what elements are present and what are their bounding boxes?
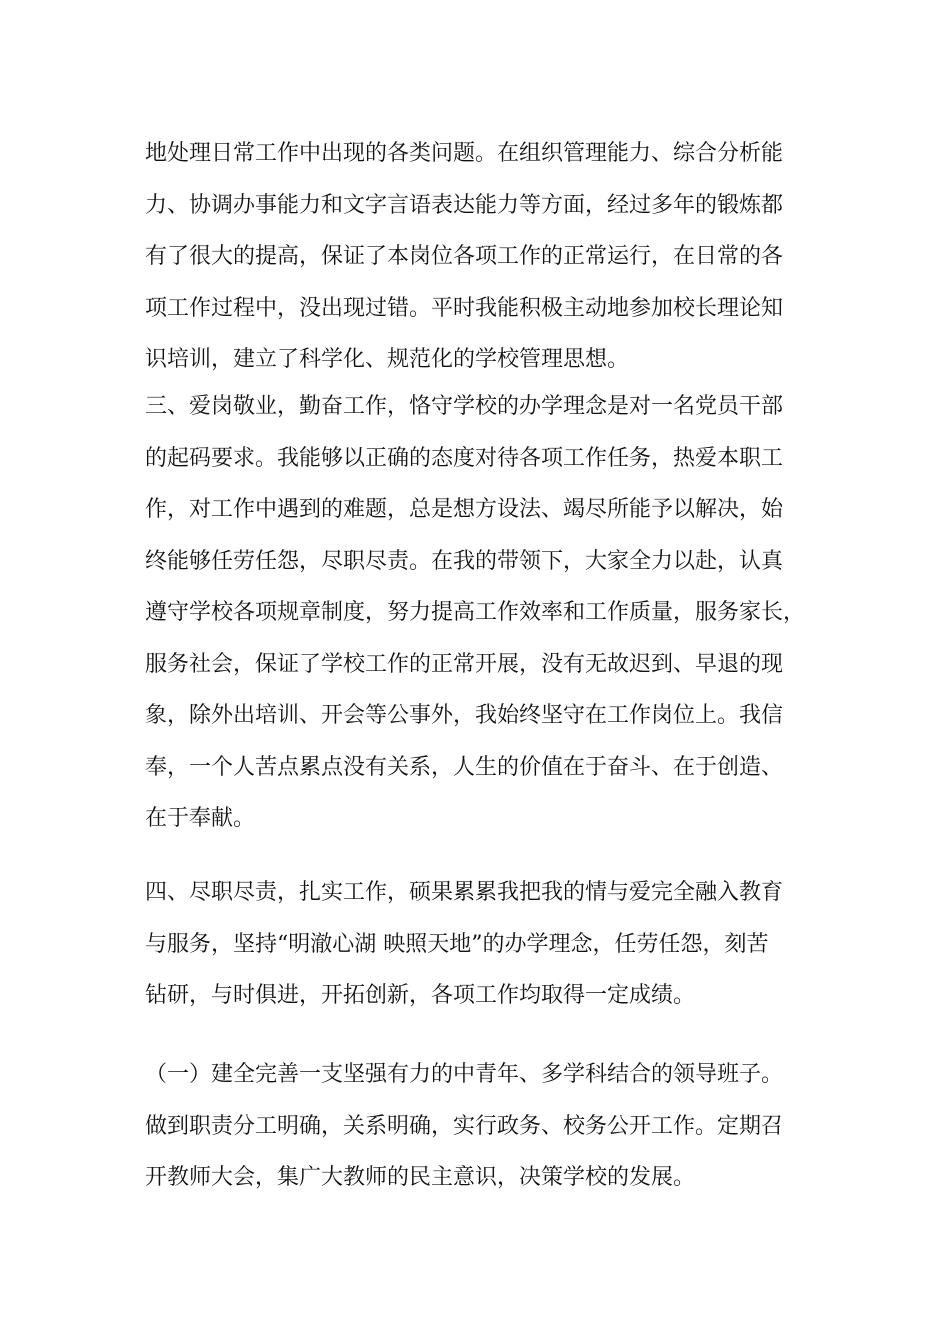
text-line: 有了很大的提高，保证了本岗位各项工作的正常运行，在日常的各: [145, 244, 784, 269]
text-line: 终能够任劳任怨，尽职尽责。在我的带领下，大家全力以赴，认真: [145, 548, 784, 574]
text-line: 开教师大会，集广大教师的民主意识，决策学校的发展。: [145, 1165, 696, 1190]
text-line: （一）建全完善一支坚强有力的中青年、多学科结合的领导班子。: [145, 1062, 784, 1087]
text-line: 钻研，与时俱进，开拓创新，各项工作均取得一定成绩。: [145, 983, 696, 1008]
text-line: 遵守学校各项规章制度，努力提高工作效率和工作质量，服务家长，: [145, 600, 806, 625]
text-line: 三、爱岗敬业，勤奋工作，恪守学校的办学理念是对一名党员干部: [145, 394, 784, 419]
text-line: 在于奉献。: [145, 806, 256, 831]
text-line: 作，对工作中遇到的难题，总是想方设法、竭尽所能予以解决，始: [145, 497, 784, 522]
paragraph-1: [145, 128, 815, 386]
text-line: 项工作过程中，没出现过错。平时我能积极主动地参加校长理论知: [145, 295, 784, 321]
text-line: 与服务，坚持“明澈心湖 映照天地”的办学理念，任劳任怨，刻苦: [145, 931, 769, 957]
text-line: 地处理日常工作中出现的各类问题。在组织管理能力、综合分析能: [145, 141, 784, 166]
text-line: 力、协调办事能力和文字言语表达能力等方面，经过多年的锻炼都: [145, 192, 784, 218]
text-line: 做到职责分工明确，关系明确，实行政务、校务公开工作。定期召: [145, 1113, 784, 1139]
text-line: 的起码要求。我能够以正确的态度对待各项工作任务，热爱本职工: [145, 445, 784, 471]
text-line: 服务社会，保证了学校工作的正常开展，没有无故迟到、早退的现: [145, 651, 784, 677]
paragraph-4: [145, 1049, 815, 1204]
text-line: 奉，一个人苦点累点没有关系，人生的价值在于奋斗、在于创造、: [145, 754, 784, 780]
text-line: 象，除外出培训、开会等公事外，我始终坚守在工作岗位上。我信: [145, 703, 784, 728]
text-line: 四、尽职尽责，扎实工作，硕果累累我把我的情与爱完全融入教育: [145, 880, 784, 905]
text-line: 识培训，建立了科学化、规范化的学校管理思想。: [145, 347, 630, 372]
paragraph-3: [145, 867, 815, 1022]
paragraph-2: [145, 381, 815, 845]
